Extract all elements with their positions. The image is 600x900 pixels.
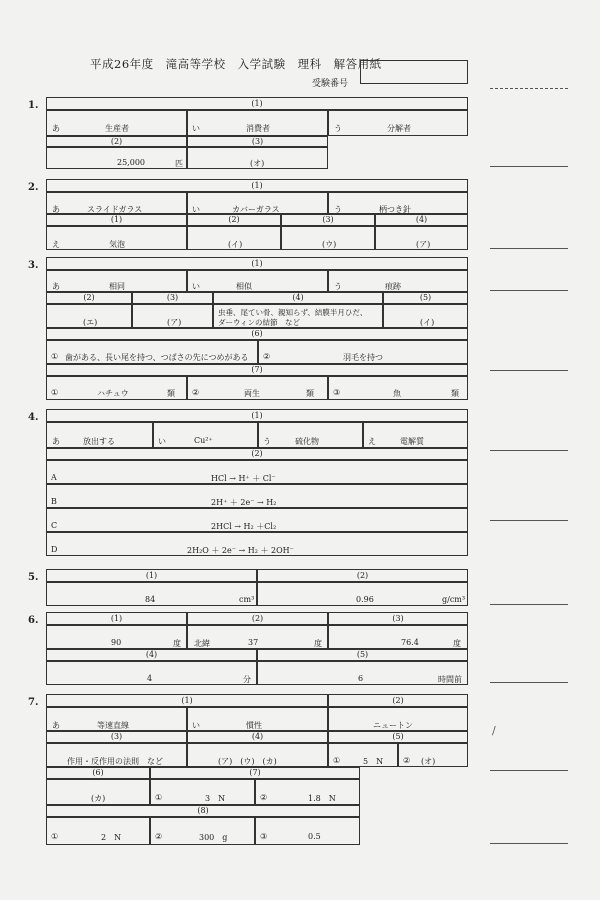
q3-answer-6b[interactable] — [258, 340, 468, 364]
q6-answer-5[interactable] — [257, 661, 468, 685]
q7-circle-5a: ① — [333, 756, 341, 765]
q2-h1: (1) — [251, 181, 263, 190]
q3-answer-4[interactable] — [213, 304, 383, 328]
q1-unit-2: 匹 — [175, 159, 183, 168]
q7-value-6: (カ) — [91, 794, 106, 803]
q7-h2: (2) — [392, 696, 404, 705]
q4-row-label-b: B — [51, 497, 57, 506]
q7-answer-a[interactable] — [46, 707, 187, 731]
q4-row-label-c: C — [51, 521, 58, 530]
q3-answer-u[interactable] — [328, 270, 468, 292]
exam-number-label: 受験番号 — [312, 79, 349, 89]
q7-label-i: い — [192, 721, 200, 730]
q7-circle-8b: ② — [155, 832, 163, 841]
q6-header-2 — [187, 612, 328, 625]
q7-circle-8a: ① — [51, 832, 59, 841]
q2-header-1 — [46, 179, 468, 192]
q3-circle-2: ② — [263, 352, 271, 361]
q3-header-4 — [213, 292, 383, 304]
q3-circle-7a: ① — [51, 388, 59, 397]
q7-circle-5b: ② — [403, 756, 411, 765]
q4-label-i: い — [158, 437, 166, 446]
q7-answer-6[interactable] — [46, 779, 150, 805]
q3-h2: (2) — [83, 293, 95, 302]
q6-answer-3[interactable] — [328, 625, 468, 649]
q5-h2: (2) — [356, 571, 369, 580]
question-number-4: 4. — [28, 412, 39, 423]
q4-label-u: う — [263, 437, 271, 446]
q3-value-4b: ダーウィンの結節 など — [218, 318, 301, 327]
q5-header-1 — [46, 569, 257, 582]
q6-unit-3: 度 — [453, 639, 461, 648]
q6-h1: (1) — [110, 614, 123, 623]
q3-h5: (5) — [419, 293, 432, 302]
q7-value-2: ニュートン — [373, 721, 413, 730]
margin-mark: / — [492, 724, 496, 737]
q2-label-a: あ — [52, 205, 60, 214]
q5-answer-1[interactable] — [46, 582, 257, 606]
exam-number-field[interactable] — [360, 60, 468, 84]
q7-h6: (6) — [92, 768, 104, 777]
q7-circle-7b: ② — [260, 793, 268, 802]
q7-header-8 — [46, 805, 360, 817]
q6-h4: (4) — [145, 650, 158, 659]
score-dashed-line — [490, 88, 568, 89]
q3-circle-7c: ③ — [333, 388, 341, 397]
q6-value-2a: 北緯 — [194, 639, 210, 648]
q2-answer-u[interactable] — [328, 192, 468, 214]
q5-header-2 — [257, 569, 468, 582]
q3-h3: (3) — [166, 293, 179, 302]
q2-h2: (2) — [228, 215, 240, 224]
q3-value-3: (ア) — [167, 318, 182, 327]
q5-answer-2[interactable] — [257, 582, 468, 606]
q2-answer-i[interactable] — [187, 192, 328, 214]
q7-header-4 — [187, 731, 328, 743]
q3-value-7b: 両生 — [244, 389, 260, 398]
q7-value-7b: 1.8 N — [308, 794, 336, 803]
question-number-2: 2. — [28, 182, 39, 193]
question-number-1: 1. — [28, 100, 39, 111]
q7-answer-3[interactable] — [46, 743, 187, 767]
q4-answer-u[interactable] — [258, 422, 363, 448]
q3-value-4a: 虫垂、尾てい骨、親知らず、結膜半月ひだ、 — [218, 308, 368, 317]
q1-score-line — [490, 166, 568, 167]
q7-value-8b: 300 g — [199, 833, 228, 842]
q6-header-1 — [46, 612, 187, 625]
q2-answer-4[interactable] — [375, 226, 468, 250]
q6-header-4 — [46, 649, 257, 661]
q7-value-8a: 2 N — [101, 833, 122, 842]
q3-value-5: (イ) — [420, 318, 435, 327]
q3-answer-6a[interactable] — [46, 340, 258, 364]
q4-value-u: 硫化物 — [295, 437, 319, 446]
q1-value-u: 分解者 — [387, 124, 411, 133]
q6-value-3: 76.4 — [401, 638, 419, 647]
q1-answer-3[interactable] — [187, 147, 328, 169]
q1-answer-i[interactable] — [187, 110, 328, 136]
q3-h4: (4) — [292, 293, 304, 302]
q4-row-label-d: D — [51, 545, 58, 554]
q3-unit-7c: 類 — [451, 389, 459, 398]
q5-unit-2: g/cm³ — [442, 595, 466, 604]
q2-header-4 — [375, 214, 468, 226]
q2-label-u: う — [334, 205, 342, 214]
q6-unit-1: 度 — [173, 639, 181, 648]
q7-value-8c: 0.5 — [308, 832, 321, 841]
q6-answer-2[interactable] — [187, 625, 328, 649]
q1-answer-a[interactable] — [46, 110, 187, 136]
q7-answer-8c[interactable] — [255, 817, 360, 845]
q2-header-2 — [187, 214, 281, 226]
q1-header-2 — [46, 136, 187, 147]
q4-header-1 — [46, 409, 468, 422]
q3-score-line-1 — [490, 290, 568, 291]
q1-label-i: い — [192, 124, 200, 133]
q5-score-line — [490, 604, 568, 605]
q6-value-4: 4 — [147, 674, 153, 683]
q1-header-3 — [187, 136, 328, 147]
q3-answer-a[interactable] — [46, 270, 187, 292]
q3-answer-i[interactable] — [187, 270, 328, 292]
q3-header-5 — [383, 292, 468, 304]
question-number-5: 5. — [28, 572, 39, 583]
q3-header-7 — [46, 364, 468, 376]
q1-header-1 — [46, 97, 468, 110]
q4-row-b[interactable] — [46, 484, 468, 508]
q6-h2: (2) — [251, 614, 264, 623]
q2-score-line — [490, 248, 568, 249]
q7-header-7 — [150, 767, 360, 779]
q3-value-i: 相似 — [236, 282, 252, 291]
q4-score-line-1 — [490, 450, 568, 451]
q7-value-i: 慣性 — [246, 721, 262, 730]
q7-header-2 — [328, 694, 468, 707]
q4-score-line-2 — [490, 520, 568, 521]
q6-value-5: 6 — [358, 674, 364, 683]
q1-h3: (3) — [251, 137, 264, 146]
q5-unit-1: cm³ — [239, 595, 255, 604]
q3-answer-2[interactable] — [46, 304, 132, 328]
q1-label-u: う — [334, 124, 342, 133]
q7-answer-7b[interactable] — [255, 779, 360, 805]
q2-value-2: (イ) — [228, 240, 243, 249]
q5-value-1: 84 — [145, 595, 156, 604]
q2-h4: (4) — [415, 215, 428, 224]
q3-unit-7b: 類 — [306, 389, 314, 398]
q6-score-line — [490, 682, 568, 683]
q1-answer-2[interactable] — [46, 147, 187, 169]
question-number-3: 3. — [28, 260, 39, 271]
q3-value-u: 痕跡 — [385, 282, 401, 291]
q4-row-label-a: A — [51, 473, 57, 482]
q4-header-2 — [46, 448, 468, 460]
q2-answer-3[interactable] — [281, 226, 375, 250]
q3-header-3 — [132, 292, 213, 304]
q3-header-2 — [46, 292, 132, 304]
q6-unit-5: 時間前 — [438, 675, 462, 684]
q3-value-7c: 魚 — [393, 389, 401, 398]
page-title: 平成26年度 滝高等学校 入学試験 理科 解答用紙 — [90, 57, 382, 71]
q1-value-a: 生産者 — [105, 124, 129, 133]
q6-answer-1[interactable] — [46, 625, 187, 649]
q3-value-a: 相同 — [109, 282, 125, 291]
q2-answer-e[interactable] — [46, 226, 187, 250]
q7-answer-8b[interactable] — [150, 817, 255, 845]
q4-value-e: 電解質 — [400, 437, 424, 446]
q7-value-7a: 3 N — [205, 794, 226, 803]
q7-answer-5a[interactable] — [328, 743, 398, 767]
q2-answer-a[interactable] — [46, 192, 187, 214]
q2-value-u: 柄つき針 — [379, 205, 411, 214]
q6-answer-4[interactable] — [46, 661, 257, 685]
q2-header-3 — [281, 214, 375, 226]
q1-h2: (2) — [110, 137, 123, 146]
q7-header-3 — [46, 731, 187, 743]
q7-h4: (4) — [251, 732, 264, 741]
q4-answer-a[interactable] — [46, 422, 153, 448]
q7-value-3: 作用・反作用の法則 など — [67, 757, 163, 766]
q7-value-4: (ア) (ウ) (カ) — [218, 757, 277, 766]
q2-label-e: え — [52, 240, 60, 249]
q1-answer-u[interactable] — [328, 110, 468, 136]
q7-value-a: 等速直線 — [97, 721, 129, 730]
q2-h1b: (1) — [110, 215, 123, 224]
q7-header-6 — [46, 767, 150, 779]
q3-label-a: あ — [52, 282, 60, 291]
q5-value-2: 0.96 — [356, 595, 374, 604]
q7-header-5 — [328, 731, 468, 743]
q3-circle-7b: ② — [192, 388, 200, 397]
q6-value-2b: 37 — [248, 638, 259, 647]
q3-score-line-2 — [490, 370, 568, 371]
q7-h8: (8) — [197, 806, 209, 815]
q7-value-5a: 5 N — [363, 757, 384, 766]
q7-score-line-2 — [490, 843, 568, 844]
q1-h1: (1) — [251, 99, 263, 108]
q4-label-a: あ — [52, 437, 60, 446]
q3-h1: (1) — [251, 259, 263, 268]
q3-value-7a: ハチュウ — [97, 389, 129, 398]
q6-unit-2: 度 — [314, 639, 322, 648]
q3-label-i: い — [192, 282, 200, 291]
q7-circle-8c: ③ — [260, 832, 268, 841]
q6-unit-4: 分 — [243, 675, 251, 684]
q4-answer-e[interactable] — [363, 422, 468, 448]
q7-score-line-1 — [490, 770, 568, 771]
q6-h5: (5) — [356, 650, 369, 659]
q3-answer-7b[interactable] — [187, 376, 328, 400]
q4-row-c[interactable] — [46, 508, 468, 532]
q2-label-i: い — [192, 205, 200, 214]
q7-answer-8a[interactable] — [46, 817, 150, 845]
q7-circle-7a: ① — [155, 793, 163, 802]
q3-h6: (6) — [251, 329, 263, 338]
q3-answer-7c[interactable] — [328, 376, 468, 400]
q6-header-5 — [257, 649, 468, 661]
q2-value-4: (ア) — [416, 240, 431, 249]
q3-label-u: う — [334, 282, 342, 291]
q3-value-6b: 羽毛を持つ — [343, 353, 383, 362]
q4-equation-d: 2H₂O ＋ 2e⁻ → H₂ ＋ 2OH⁻ — [187, 546, 294, 555]
question-number-6: 6. — [28, 615, 39, 626]
q7-answer-i[interactable] — [187, 707, 328, 731]
q7-answer-5b[interactable] — [398, 743, 468, 767]
q2-value-e: 気泡 — [109, 240, 125, 249]
q7-answer-7a[interactable] — [150, 779, 255, 805]
q7-h3: (3) — [110, 732, 123, 741]
q4-equation-b: 2H⁺ ＋ 2e⁻ → H₂ — [211, 498, 277, 507]
q7-h5: (5) — [392, 732, 404, 741]
q7-label-a: あ — [52, 721, 60, 730]
q3-answer-7a[interactable] — [46, 376, 187, 400]
q4-row-a[interactable] — [46, 460, 468, 484]
q4-equation-a: HCl → H⁺ ＋ Cl⁻ — [211, 474, 276, 483]
q1-value-3: (オ) — [250, 159, 265, 168]
q4-row-d[interactable] — [46, 532, 468, 556]
q2-header-1b — [46, 214, 187, 226]
q3-h7: (7) — [251, 365, 263, 374]
q2-h3: (3) — [322, 215, 334, 224]
q2-value-a: スライドガラス — [87, 205, 143, 214]
q2-answer-2[interactable] — [187, 226, 281, 250]
q3-value-2: (エ) — [83, 318, 98, 327]
q5-h1: (1) — [145, 571, 158, 580]
q3-header-6 — [46, 328, 468, 340]
q7-h1: (1) — [181, 696, 193, 705]
q6-header-3 — [328, 612, 468, 625]
q4-value-a: 放出する — [83, 437, 115, 446]
q7-value-5b: (オ) — [421, 757, 436, 766]
q2-value-i: カバーガラス — [232, 205, 280, 214]
q3-unit-7a: 類 — [167, 389, 175, 398]
question-number-7: 7. — [28, 697, 39, 708]
q1-value-2: 25,000 — [117, 158, 145, 167]
q4-value-i: Cu²⁺ — [194, 436, 213, 445]
q6-h3: (3) — [392, 614, 404, 623]
q3-header-1 — [46, 257, 468, 270]
q7-answer-2[interactable] — [328, 707, 468, 731]
q6-value-1: 90 — [111, 638, 122, 647]
q4-label-e: え — [368, 437, 376, 446]
q2-value-3: (ウ) — [322, 240, 337, 249]
q4-answer-i[interactable] — [153, 422, 258, 448]
q4-h1: (1) — [251, 411, 263, 420]
q3-circle-1: ① — [51, 352, 59, 361]
q4-h2: (2) — [251, 449, 263, 458]
q4-equation-c: 2HCl → H₂ ＋Cl₂ — [211, 522, 277, 531]
q7-h7: (7) — [249, 768, 261, 777]
q3-value-6a: 歯がある、長い尾を持つ、つばさの先につめがある — [65, 353, 249, 362]
q3-answer-3[interactable] — [132, 304, 213, 328]
q1-value-i: 消費者 — [246, 124, 270, 133]
q7-header-1 — [46, 694, 328, 707]
q3-answer-5[interactable] — [383, 304, 468, 328]
q7-answer-4[interactable] — [187, 743, 328, 767]
q1-label-a: あ — [52, 124, 60, 133]
